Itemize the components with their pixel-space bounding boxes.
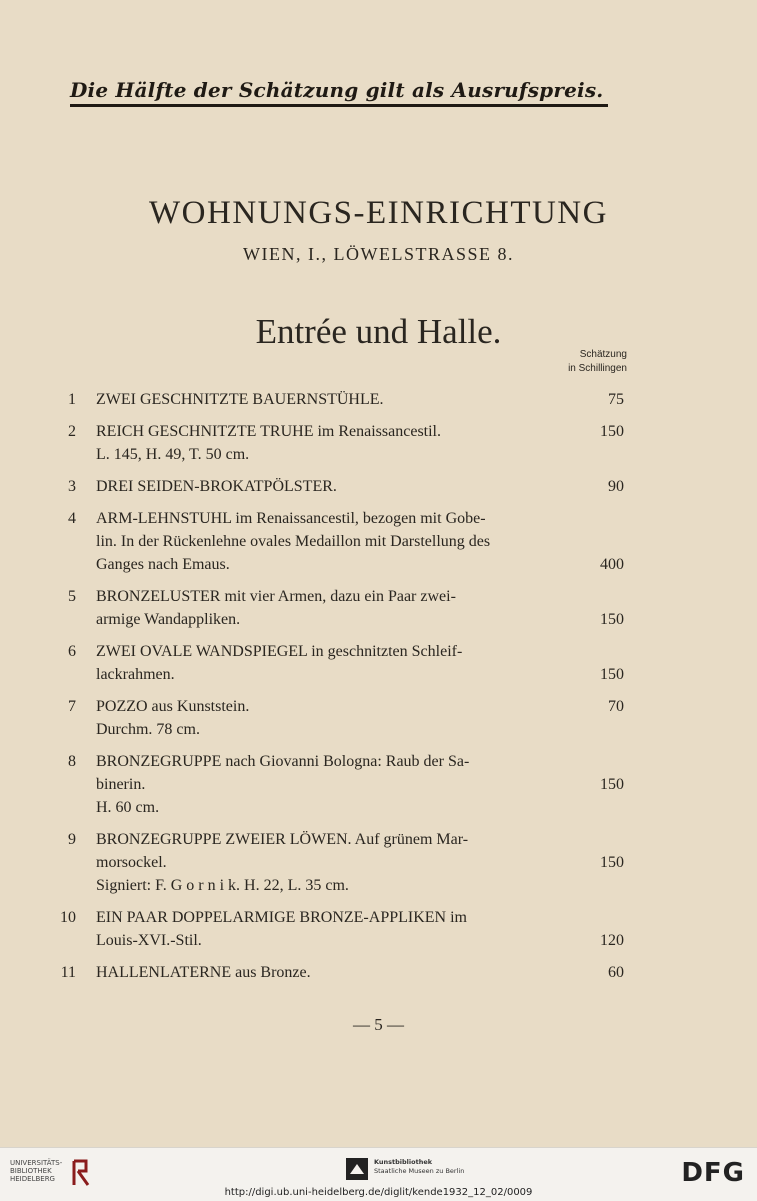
lot-item [60, 961, 630, 984]
lot-item [60, 695, 630, 741]
lot-item [60, 420, 630, 466]
page-number: — 5 — [353, 1015, 404, 1034]
lot-description [96, 906, 570, 952]
lot-description-line: ZWEI GESCHNITZTE BAUERNSTÜHLE. [96, 391, 384, 408]
lot-description [96, 961, 570, 984]
lot-description-line: binerin. [96, 776, 146, 793]
lot-number: 7 [68, 698, 76, 715]
lot-number: 1 [68, 391, 76, 408]
notice-heading: Die Hälfte der Schätzung gilt als Ausrufspreis. [70, 78, 604, 102]
lot-estimate: 70 [608, 698, 624, 715]
lot-description-line: DREI SEIDEN-BROKATPÖLSTER. [96, 478, 337, 495]
lot-description [96, 475, 570, 498]
lot-estimate: 60 [608, 964, 624, 981]
estimate-header-line1: Schätzung [579, 349, 627, 360]
estimate-column-header [568, 348, 627, 376]
lot-item [60, 750, 630, 819]
lot-description-line: Durchm. 78 cm. [96, 721, 200, 738]
lot-description [96, 828, 570, 897]
estimate-header-line2: in Schillingen [568, 363, 627, 374]
lot-item [60, 507, 630, 576]
lot-number: 3 [68, 478, 76, 495]
lot-estimate: 120 [600, 932, 624, 949]
lot-description-line: REICH GESCHNITZTE TRUHE im Renaissancestil. [96, 423, 441, 440]
lot-description [96, 388, 570, 411]
lot-item [60, 388, 630, 411]
lot-description [96, 695, 570, 741]
lot-number: 10 [60, 909, 76, 926]
section-heading: Entrée und Halle. [255, 312, 502, 351]
lot-number: 6 [68, 643, 76, 660]
lot-description-line: BRONZEGRUPPE nach Giovanni Bologna: Raub der Sa- [96, 753, 470, 770]
lot-number: 4 [68, 510, 76, 527]
dfg-logo: DFG [681, 1158, 745, 1188]
lot-description-line: ZWEI OVALE WANDSPIEGEL in geschnitzten Schleif- [96, 643, 463, 660]
kunstbibliothek-logo-icon [346, 1158, 368, 1180]
lot-estimate: 150 [600, 854, 624, 871]
lot-description-line: Signiert: F. G o r n i k. H. 22, L. 35 cm. [96, 877, 349, 894]
lot-number: 9 [68, 831, 76, 848]
lot-item [60, 828, 630, 897]
lot-description-line: EIN PAAR DOPPELARMIGE BRONZE-APPLIKEN im [96, 909, 467, 926]
lot-description-line: POZZO aus Kunststein. [96, 698, 250, 715]
lot-estimate: 150 [600, 423, 624, 440]
lot-description-line: Louis-XVI.-Stil. [96, 932, 202, 949]
uni-library-label: UNIVERSITÄTS- BIBLIOTHEK HEIDELBERG [10, 1159, 63, 1183]
lot-item [60, 585, 630, 631]
lot-description [96, 640, 570, 686]
lot-estimate: 90 [608, 478, 624, 495]
lot-estimate: 150 [600, 611, 624, 628]
kunstbibliothek-label: Kunstbibliothek Staatliche Museen zu Berlin [374, 1158, 465, 1175]
lot-item [60, 906, 630, 952]
lot-estimate: 150 [600, 666, 624, 683]
lot-description-line: lin. In der Rückenlehne ovales Medaillon mit Darstellung des [96, 533, 491, 550]
uni-heidelberg-logo-icon [70, 1159, 92, 1187]
lot-description-line: BRONZEGRUPPE ZWEIER LÖWEN. Auf grünem Mar- [96, 831, 469, 848]
notice-underline [70, 104, 608, 107]
lot-number: 11 [60, 964, 76, 981]
lot-description-line: Ganges nach Emaus. [96, 556, 230, 573]
lot-description-line: morsockel. [96, 854, 167, 871]
lot-item [60, 475, 630, 498]
lot-list [60, 388, 630, 993]
page-title: WOHNUNGS-EINRICHTUNG [149, 195, 608, 231]
address: WIEN, I., LÖWELSTRASSE 8. [243, 244, 514, 264]
lot-estimate: 400 [600, 556, 624, 573]
lot-number: 2 [68, 423, 76, 440]
lot-description-line: lackrahmen. [96, 666, 175, 683]
lot-number: 8 [68, 753, 76, 770]
lot-description-line: HALLENLATERNE aus Bronze. [96, 964, 311, 981]
lot-estimate: 75 [608, 391, 624, 408]
lot-description-line: armige Wandappliken. [96, 611, 241, 628]
lot-description [96, 585, 570, 631]
source-url[interactable]: http://digi.ub.uni-heidelberg.de/diglit/kende1932_12_02/0009 [224, 1187, 533, 1198]
lot-number: 5 [68, 588, 76, 605]
lot-description-line: ARM-LEHNSTUHL im Renaissancestil, bezogen mit Gobe- [96, 510, 486, 527]
lot-estimate: 150 [600, 776, 624, 793]
lot-description-line: BRONZELUSTER mit vier Armen, dazu ein Paar zwei- [96, 588, 456, 605]
lot-item [60, 640, 630, 686]
lot-description [96, 507, 570, 576]
lot-description [96, 750, 570, 819]
lot-description-line: L. 145, H. 49, T. 50 cm. [96, 446, 250, 463]
lot-description [96, 420, 570, 466]
lot-description-line: H. 60 cm. [96, 799, 160, 816]
